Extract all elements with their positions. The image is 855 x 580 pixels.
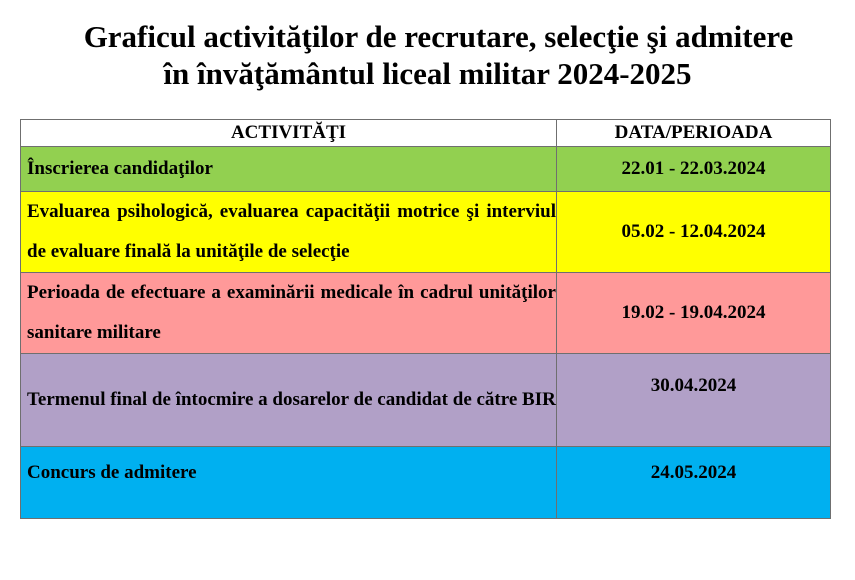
header-period: DATA/PERIOADA [557, 120, 831, 147]
activity-cell: Perioada de efectuare a examinării medicale în cadrul unităţilor sanitare militare [21, 273, 557, 354]
table-row [21, 192, 831, 273]
period-cell: 19.02 - 19.04.2024 [557, 273, 831, 354]
schedule-table [20, 119, 831, 519]
activity-cell: Înscrierea candidaţilor [21, 147, 557, 192]
activity-cell: Evaluarea psihologică, evaluarea capacităţii motrice şi interviul de evaluare finală la unităţile de selecţie [21, 192, 557, 273]
period-cell: 24.05.2024 [557, 447, 831, 519]
table-row [21, 147, 831, 192]
period-cell: 22.01 - 22.03.2024 [557, 147, 831, 192]
activity-cell: Termenul final de întocmire a dosarelor de candidat de către BIR [21, 354, 557, 447]
title-line-2: în învăţământul liceal militar 2024-2025 [163, 56, 692, 91]
title-line-1: Graficul activităţilor de recrutare, selecţie şi admitere [83, 19, 794, 54]
page-title [0, 18, 855, 92]
period-cell: 05.02 - 12.04.2024 [557, 192, 831, 273]
table-header-row [21, 120, 831, 147]
table-row [21, 447, 831, 519]
table-row [21, 354, 831, 447]
header-activity: ACTIVITĂŢI [21, 120, 557, 147]
period-cell: 30.04.2024 [557, 354, 831, 447]
table-row [21, 273, 831, 354]
activity-cell: Concurs de admitere [21, 447, 557, 519]
